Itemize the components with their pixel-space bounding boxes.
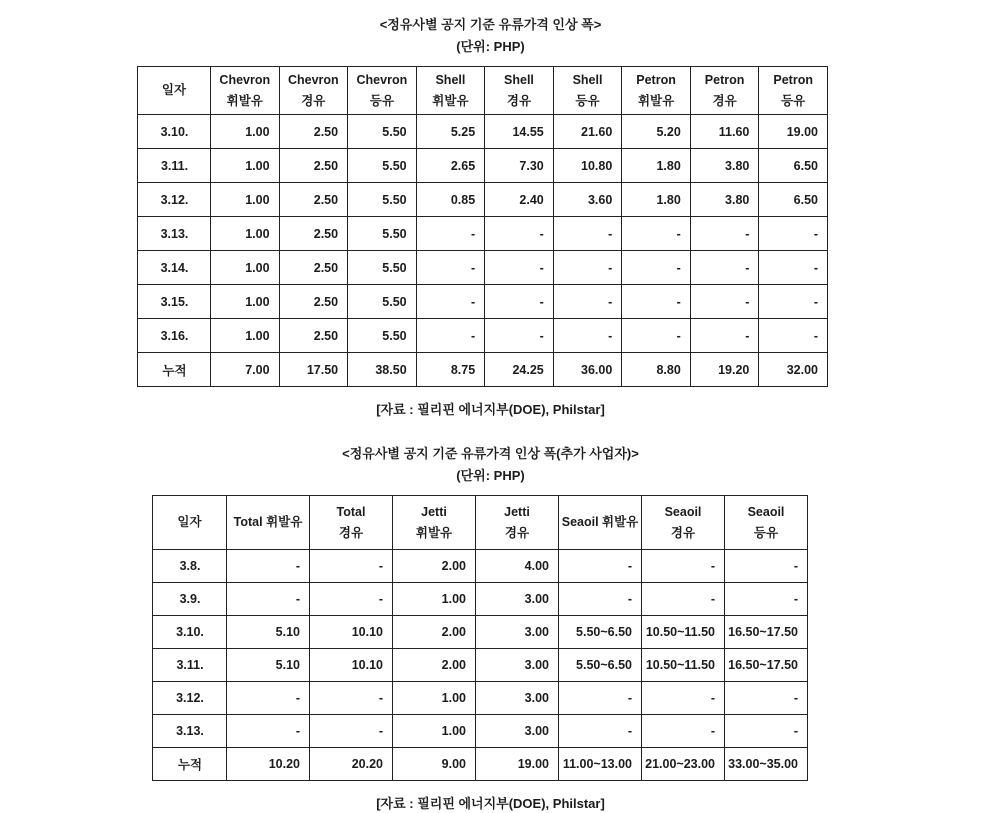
value-cell: 5.50 xyxy=(348,217,417,251)
table-row xyxy=(138,115,828,149)
row-label: 3.12. xyxy=(138,183,211,217)
value-cell: 2.00 xyxy=(393,649,476,682)
column-header: Jetti 휘발유 xyxy=(393,496,476,550)
value-cell: 5.25 xyxy=(416,115,485,149)
value-cell: 19.00 xyxy=(759,115,828,149)
value-cell: 1.00 xyxy=(211,285,280,319)
value-cell: - xyxy=(310,583,393,616)
value-cell: 5.50 xyxy=(348,149,417,183)
table-row xyxy=(138,217,828,251)
column-header: Chevron 등유 xyxy=(348,67,417,115)
table-row xyxy=(138,251,828,285)
value-cell: 2.65 xyxy=(416,149,485,183)
value-cell: - xyxy=(485,217,554,251)
refiner-price-table-section xyxy=(0,16,981,419)
value-cell: 11.60 xyxy=(690,115,759,149)
value-cell: 8.75 xyxy=(416,353,485,387)
value-cell: 8.80 xyxy=(622,353,691,387)
value-cell: - xyxy=(759,217,828,251)
row-label: 3.9. xyxy=(153,583,227,616)
value-cell: - xyxy=(759,319,828,353)
value-cell: - xyxy=(227,550,310,583)
value-cell: - xyxy=(310,550,393,583)
value-cell: 2.50 xyxy=(279,149,348,183)
value-cell: 33.00~35.00 xyxy=(725,748,808,781)
table-row xyxy=(138,319,828,353)
value-cell: - xyxy=(642,550,725,583)
value-cell: 2.50 xyxy=(279,285,348,319)
column-header: Petron 경유 xyxy=(690,67,759,115)
row-label: 누적 xyxy=(138,353,211,387)
table-row xyxy=(153,550,808,583)
row-label: 3.14. xyxy=(138,251,211,285)
table2-source-note: [자료 : 필리핀 에너지부(DOE), Philstar] xyxy=(376,796,605,811)
column-header: Shell 경유 xyxy=(485,67,554,115)
value-cell: 10.10 xyxy=(310,616,393,649)
value-cell: 21.60 xyxy=(553,115,622,149)
value-cell: - xyxy=(416,319,485,353)
table1-title: <정유사별 공지 기준 유류가격 인상 폭> xyxy=(379,17,602,32)
value-cell: 32.00 xyxy=(759,353,828,387)
column-header: Seaoil 등유 xyxy=(725,496,808,550)
value-cell: 36.00 xyxy=(553,353,622,387)
column-header: Chevron 경유 xyxy=(279,67,348,115)
value-cell: 21.00~23.00 xyxy=(642,748,725,781)
value-cell: 2.50 xyxy=(279,319,348,353)
value-cell: - xyxy=(759,251,828,285)
value-cell: 16.50~17.50 xyxy=(725,616,808,649)
table-row xyxy=(138,183,828,217)
value-cell: 1.00 xyxy=(211,217,280,251)
value-cell: 38.50 xyxy=(348,353,417,387)
table-row xyxy=(153,715,808,748)
row-label: 누적 xyxy=(153,748,227,781)
refiner-fuel-price-table xyxy=(137,66,828,387)
value-cell: 3.80 xyxy=(690,183,759,217)
value-cell: 16.50~17.50 xyxy=(725,649,808,682)
value-cell: 1.80 xyxy=(622,183,691,217)
table-row xyxy=(138,149,828,183)
value-cell: - xyxy=(642,682,725,715)
value-cell: 2.50 xyxy=(279,217,348,251)
value-cell: - xyxy=(310,715,393,748)
row-label: 3.10. xyxy=(138,115,211,149)
value-cell: 2.50 xyxy=(279,115,348,149)
value-cell: - xyxy=(690,251,759,285)
value-cell: - xyxy=(725,715,808,748)
row-label: 3.11. xyxy=(153,649,227,682)
value-cell: 2.40 xyxy=(485,183,554,217)
row-label: 3.15. xyxy=(138,285,211,319)
value-cell: 24.25 xyxy=(485,353,554,387)
value-cell: - xyxy=(725,583,808,616)
value-cell: 10.10 xyxy=(310,649,393,682)
value-cell: - xyxy=(622,217,691,251)
value-cell: - xyxy=(416,217,485,251)
column-header: Petron 등유 xyxy=(759,67,828,115)
value-cell: - xyxy=(227,682,310,715)
value-cell: - xyxy=(559,550,642,583)
value-cell: 7.00 xyxy=(211,353,280,387)
column-header: Total 휘발유 xyxy=(227,496,310,550)
value-cell: 10.80 xyxy=(553,149,622,183)
value-cell: - xyxy=(559,583,642,616)
value-cell: 3.00 xyxy=(476,715,559,748)
value-cell: - xyxy=(622,285,691,319)
column-header: 일자 xyxy=(138,67,211,115)
value-cell: 1.00 xyxy=(393,682,476,715)
value-cell: 9.00 xyxy=(393,748,476,781)
value-cell: - xyxy=(227,715,310,748)
value-cell: 2.50 xyxy=(279,251,348,285)
value-cell: 5.50 xyxy=(348,183,417,217)
value-cell: 0.85 xyxy=(416,183,485,217)
column-header: Shell 휘발유 xyxy=(416,67,485,115)
value-cell: 1.00 xyxy=(393,715,476,748)
additional-operators-table-section xyxy=(0,445,981,813)
value-cell: 2.00 xyxy=(393,616,476,649)
value-cell: 1.00 xyxy=(393,583,476,616)
value-cell: 3.00 xyxy=(476,616,559,649)
table-row xyxy=(153,583,808,616)
value-cell: 3.00 xyxy=(476,682,559,715)
value-cell: 5.50 xyxy=(348,319,417,353)
value-cell: 10.50~11.50 xyxy=(642,649,725,682)
table2-title: <정유사별 공지 기준 유류가격 인상 폭(추가 사업자)> xyxy=(342,446,639,461)
value-cell: 2.50 xyxy=(279,183,348,217)
value-cell: 19.00 xyxy=(476,748,559,781)
value-cell: - xyxy=(485,285,554,319)
value-cell: - xyxy=(310,682,393,715)
value-cell: - xyxy=(416,285,485,319)
column-header: Shell 등유 xyxy=(553,67,622,115)
value-cell: 20.20 xyxy=(310,748,393,781)
value-cell: - xyxy=(725,682,808,715)
header-row xyxy=(138,67,828,115)
value-cell: 3.00 xyxy=(476,649,559,682)
value-cell: 5.50 xyxy=(348,115,417,149)
table-row xyxy=(138,285,828,319)
column-header: 일자 xyxy=(153,496,227,550)
value-cell: 3.60 xyxy=(553,183,622,217)
value-cell: - xyxy=(642,715,725,748)
value-cell: - xyxy=(559,715,642,748)
value-cell: 1.00 xyxy=(211,183,280,217)
value-cell: 10.50~11.50 xyxy=(642,616,725,649)
value-cell: 2.00 xyxy=(393,550,476,583)
value-cell: 19.20 xyxy=(690,353,759,387)
table-row xyxy=(153,748,808,781)
value-cell: - xyxy=(690,217,759,251)
value-cell: - xyxy=(690,285,759,319)
table-row xyxy=(153,682,808,715)
value-cell: 6.50 xyxy=(759,149,828,183)
value-cell: - xyxy=(559,682,642,715)
value-cell: - xyxy=(485,251,554,285)
row-label: 3.12. xyxy=(153,682,227,715)
value-cell: 5.10 xyxy=(227,649,310,682)
column-header: Chevron 휘발유 xyxy=(211,67,280,115)
value-cell: 5.50 xyxy=(348,285,417,319)
row-label: 3.13. xyxy=(153,715,227,748)
column-header: Total 경유 xyxy=(310,496,393,550)
value-cell: - xyxy=(759,285,828,319)
value-cell: 3.00 xyxy=(476,583,559,616)
row-label: 3.8. xyxy=(153,550,227,583)
value-cell: - xyxy=(622,251,691,285)
row-label: 3.13. xyxy=(138,217,211,251)
value-cell: 7.30 xyxy=(485,149,554,183)
value-cell: 1.00 xyxy=(211,115,280,149)
column-header: Jetti 경유 xyxy=(476,496,559,550)
value-cell: - xyxy=(553,285,622,319)
column-header: Seaoil 경유 xyxy=(642,496,725,550)
value-cell: - xyxy=(553,251,622,285)
table-row xyxy=(153,616,808,649)
value-cell: 5.10 xyxy=(227,616,310,649)
row-label: 3.16. xyxy=(138,319,211,353)
value-cell: - xyxy=(725,550,808,583)
value-cell: 1.00 xyxy=(211,251,280,285)
row-label: 3.10. xyxy=(153,616,227,649)
value-cell: - xyxy=(553,319,622,353)
table1-unit-label: (단위: PHP) xyxy=(456,39,525,54)
column-header: Petron 휘발유 xyxy=(622,67,691,115)
value-cell: 5.50~6.50 xyxy=(559,616,642,649)
value-cell: 1.00 xyxy=(211,149,280,183)
value-cell: 14.55 xyxy=(485,115,554,149)
value-cell: 6.50 xyxy=(759,183,828,217)
value-cell: 11.00~13.00 xyxy=(559,748,642,781)
table-row xyxy=(153,649,808,682)
row-label: 3.11. xyxy=(138,149,211,183)
header-row xyxy=(153,496,808,550)
table1-source-note: [자료 : 필리핀 에너지부(DOE), Philstar] xyxy=(376,402,605,417)
value-cell: - xyxy=(642,583,725,616)
value-cell: - xyxy=(227,583,310,616)
value-cell: - xyxy=(553,217,622,251)
value-cell: - xyxy=(416,251,485,285)
value-cell: 17.50 xyxy=(279,353,348,387)
value-cell: 4.00 xyxy=(476,550,559,583)
value-cell: 10.20 xyxy=(227,748,310,781)
value-cell: 5.50~6.50 xyxy=(559,649,642,682)
additional-operators-fuel-price-table xyxy=(152,495,808,781)
value-cell: - xyxy=(485,319,554,353)
value-cell: 1.80 xyxy=(622,149,691,183)
value-cell: - xyxy=(622,319,691,353)
value-cell: 3.80 xyxy=(690,149,759,183)
value-cell: 5.20 xyxy=(622,115,691,149)
table2-unit-label: (단위: PHP) xyxy=(456,468,525,483)
value-cell: 5.50 xyxy=(348,251,417,285)
value-cell: - xyxy=(690,319,759,353)
column-header: Seaoil 휘발유 xyxy=(559,496,642,550)
table-row xyxy=(138,353,828,387)
value-cell: 1.00 xyxy=(211,319,280,353)
